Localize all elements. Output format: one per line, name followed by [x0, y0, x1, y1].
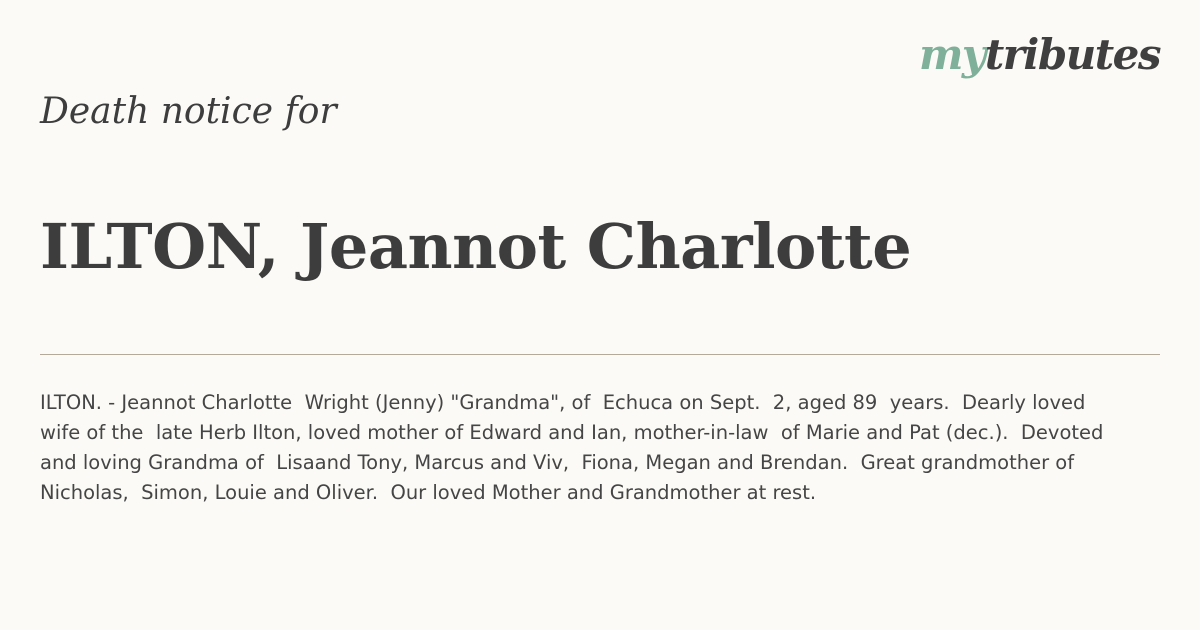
notice-body: ILTON. - Jeannot Charlotte Wright (Jenny) "Grandma", of Echuca on Sept. 2, aged 89 years. Dearly loved wife of the late Herb Ilton, loved mother of Edward and Ian, mother-in-law of Marie and Pat (dec.). Devoted and loving Grandma of Lisaand Tony, Marcus and Viv, Fiona, Megan and Brendan. Great grandmother of Nicholas, Simon, Louie and Oliver. Our loved Mother and Grandmother at rest.: [40, 391, 1110, 504]
death-notice-heading: Death notice for: [40, 91, 337, 132]
deceased-name: ILTON, Jeannot Charlotte: [40, 210, 912, 283]
mytributes-logo[interactable]: [918, 30, 1160, 79]
logo-my-text: my: [918, 30, 985, 79]
divider: [40, 354, 1160, 355]
logo-tributes-text: tributes: [984, 30, 1160, 79]
